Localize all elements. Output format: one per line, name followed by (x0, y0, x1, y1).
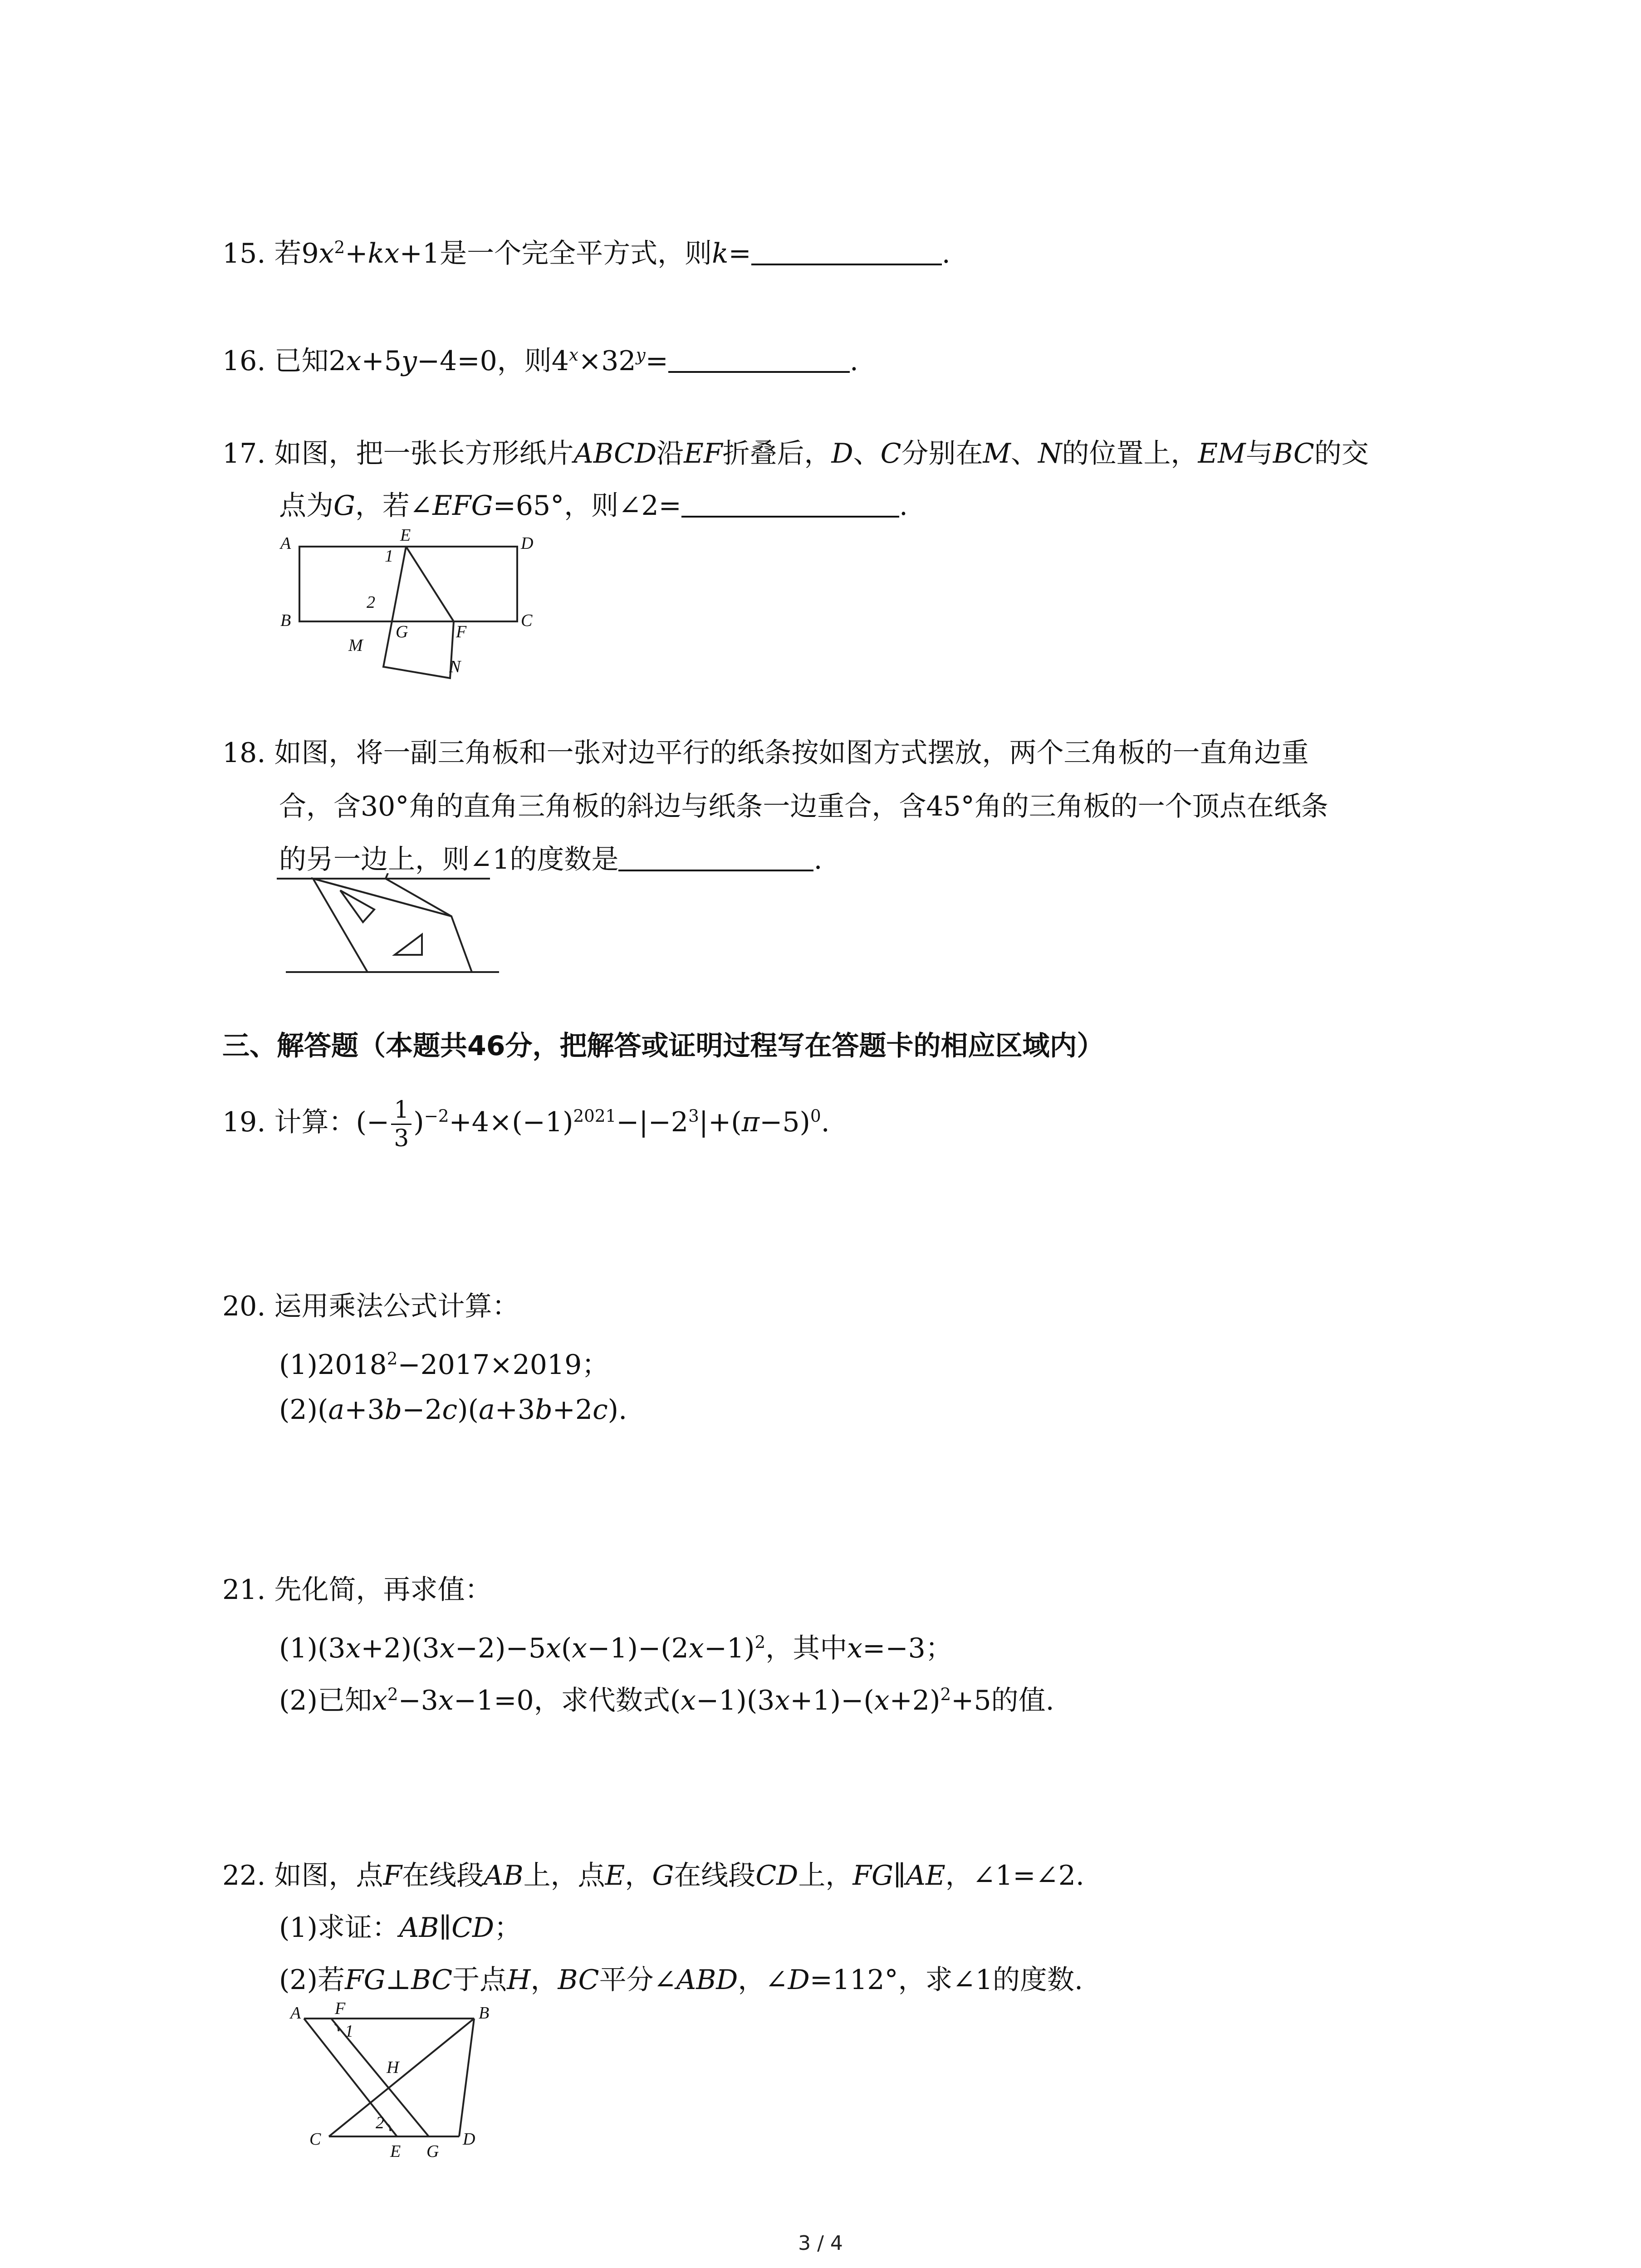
q21-var: x (874, 1685, 890, 1716)
question-21-part2 (279, 1676, 1054, 1719)
q19-exp: −2 (424, 1106, 449, 1126)
q22-var: AB (399, 1912, 439, 1944)
q18-period: . (813, 844, 823, 875)
q21-text: +1)−( (790, 1685, 874, 1716)
q19-period: . (821, 1106, 830, 1138)
q17-text: 折叠后， (722, 438, 832, 469)
q22-var: BC (411, 1964, 453, 1996)
q17-text: 的交 (1314, 438, 1369, 469)
q17-label-n: N (449, 657, 461, 676)
q20-text: −2017×2019； (397, 1349, 609, 1381)
question-21-part1 (279, 1624, 953, 1667)
q18-answer-blank[interactable] (618, 843, 813, 871)
q22-label-g: G (426, 2142, 439, 2161)
question-21-title (222, 1572, 492, 1608)
q18-triangle-45-inner (395, 934, 422, 955)
q15-text: + (345, 238, 368, 269)
q22-var: FG (345, 1964, 386, 1996)
q17-text: 、 (1010, 438, 1038, 469)
q19-text: |+( (699, 1106, 742, 1138)
q16-period: . (849, 345, 858, 377)
question-22-line1 (222, 1857, 1084, 1894)
q20-var: a (478, 1394, 495, 1426)
page-number: 3 / 4 (798, 2232, 843, 2255)
q15-text: = (728, 238, 751, 269)
q22-text: 在线段 (674, 1860, 756, 1892)
q18-triangle-30-inner (340, 890, 374, 922)
question-20-part1 (279, 1340, 609, 1383)
q21-var: x (439, 1633, 455, 1664)
q18-figure-triangle-rulers (277, 873, 504, 978)
q21-var: x (546, 1633, 561, 1664)
q22-text: 平分∠ (599, 1964, 676, 1996)
q16-text: = (645, 345, 668, 377)
q22-label-d: D (463, 2130, 475, 2149)
q22-var: FG (852, 1860, 893, 1892)
q17-var: EF (684, 438, 723, 469)
q16-exp: x (568, 345, 578, 365)
q19-text: 19. 计算：(− (222, 1106, 390, 1138)
q18-text: 合，含30°角的直角三角板的斜边与纸条一边重合，含45°角的三角板的一个顶点在纸条 (279, 791, 1328, 822)
q17-label-g: G (396, 622, 408, 641)
q17-label-b: B (280, 611, 291, 630)
q20-text: )( (457, 1394, 479, 1426)
question-22-part1 (279, 1910, 521, 1946)
question-17-line1 (222, 435, 1369, 472)
q21-text: (1)(3 (279, 1633, 346, 1664)
question-18-line1 (222, 735, 1309, 771)
question-20-part2 (279, 1392, 627, 1428)
q22-text: ∥ (439, 1912, 452, 1944)
q22-text: ∥ (893, 1860, 906, 1892)
q22-text: (2)若 (279, 1964, 345, 1996)
q22-text: 上， (798, 1860, 853, 1892)
q21-exp: 2 (754, 1632, 766, 1652)
q22-text: 在线段 (402, 1860, 484, 1892)
q22-var: H (507, 1964, 531, 1996)
q17-label-angle-2: 2 (367, 593, 375, 612)
q21-text: −1)(3 (696, 1685, 775, 1716)
q21-text: =−3； (862, 1633, 953, 1664)
q19-text: −5) (759, 1106, 810, 1138)
q22-text: ，∠ (738, 1964, 788, 1996)
q15-var-x: x (318, 238, 334, 269)
q17-label-m: M (348, 636, 363, 655)
q17-label-d: D (521, 534, 534, 553)
q17-var: N (1038, 438, 1062, 469)
q17-rectangle-abcd (299, 547, 517, 621)
q17-text: 与 (1245, 438, 1273, 469)
q22-var: G (652, 1860, 674, 1892)
q21-var: x (774, 1685, 790, 1716)
q22-text: ， (625, 1860, 652, 1892)
q21-var: x (438, 1685, 454, 1716)
q22-text: 上，点 (523, 1860, 605, 1892)
q20-var: b (535, 1394, 553, 1426)
q19-denominator: 3 (394, 1124, 409, 1152)
q22-var: BC (558, 1964, 599, 1996)
question-17-line2 (279, 488, 908, 524)
q21-text: 21. 先化简，再求值： (222, 1574, 492, 1606)
q17-period: . (899, 490, 908, 522)
q17-var: BC (1273, 438, 1314, 469)
q20-exp: 2 (387, 1349, 398, 1369)
q17-label-angle-1: 1 (385, 547, 393, 566)
q20-var: b (384, 1394, 402, 1426)
q20-var: a (328, 1394, 345, 1426)
q22-line-bd (459, 2019, 474, 2136)
q19-text: −|−2 (616, 1106, 689, 1138)
q21-var: x (345, 1633, 361, 1664)
q22-text: ，∠1=∠2. (945, 1860, 1084, 1892)
q18-text: 18. 如图，将一副三角板和一张对边平行的纸条按如图方式摆放，两个三角板的一直角边重 (222, 737, 1309, 769)
q22-text: ， (530, 1964, 558, 1996)
question-18-line3 (279, 841, 823, 878)
question-15 (222, 229, 950, 272)
q22-label-angle-1: 1 (345, 2022, 353, 2041)
q17-label-e: E (400, 526, 411, 545)
q21-exp: 2 (940, 1684, 951, 1704)
q16-text: 16. 已知2 (222, 345, 346, 377)
q19-exp: 3 (688, 1106, 699, 1126)
q22-var: D (788, 1964, 810, 1996)
q16-exp: y (636, 345, 646, 365)
q21-var: x (847, 1633, 863, 1664)
q15-answer-blank[interactable] (751, 237, 942, 265)
q21-text: +5的值. (951, 1685, 1054, 1716)
q16-var: y (401, 345, 417, 377)
q22-var: CD (755, 1860, 798, 1892)
q21-var: x (572, 1633, 588, 1664)
q20-var: c (442, 1394, 458, 1426)
q22-text: 22. 如图，点 (222, 1860, 383, 1892)
q22-var: ABD (676, 1964, 738, 1996)
section-3-heading (222, 1028, 1104, 1064)
q17-label-a: A (280, 534, 291, 553)
q21-text: −1)−(2 (587, 1633, 689, 1664)
q22-text: (1)求证： (279, 1912, 399, 1944)
q21-text: +2)(3 (361, 1633, 440, 1664)
q22-label-h: H (387, 2058, 399, 2077)
q22-angle-1-arc (335, 2024, 338, 2031)
q21-var: x (688, 1633, 704, 1664)
q17-text: 的位置上， (1062, 438, 1198, 469)
q22-var: E (605, 1860, 625, 1892)
q21-text: (2)已知 (279, 1685, 372, 1716)
q18-triangle-45 (313, 879, 472, 972)
q16-answer-blank[interactable] (668, 345, 850, 373)
q21-text: −1=0，求代数式( (453, 1685, 681, 1716)
q21-text: ( (561, 1633, 572, 1664)
q16-text: −4=0，则4 (416, 345, 569, 377)
q22-text: ； (494, 1912, 522, 1944)
q21-text: −3 (398, 1685, 438, 1716)
q20-var: c (593, 1394, 608, 1426)
q17-var: D (831, 438, 853, 469)
section-3-title: 三、解答题（本题共46分，把解答或证明过程写在答题卡的相应区域内） (222, 1030, 1104, 1062)
q20-text: (2)( (279, 1394, 328, 1426)
q17-var: C (880, 438, 901, 469)
q20-text: +3 (495, 1394, 535, 1426)
q19-text: +4×(−1) (449, 1106, 573, 1138)
q22-label-angle-2: 2 (376, 2113, 384, 2132)
q20-text: −2 (402, 1394, 442, 1426)
q17-label-f: F (456, 622, 467, 641)
q17-text: =65°，则∠2= (493, 490, 681, 522)
q17-text: 17. 如图，把一张长方形纸片 (222, 438, 574, 469)
question-20-title (222, 1288, 519, 1325)
q20-text: (1)2018 (279, 1349, 387, 1381)
q22-var: CD (451, 1912, 495, 1944)
q17-var: EFG (432, 490, 493, 522)
q17-answer-blank[interactable] (681, 489, 899, 518)
q22-label-f: F (335, 2000, 346, 2018)
q22-text: 于点 (452, 1964, 507, 1996)
q17-text: 、 (853, 438, 881, 469)
question-19: 19. 计算：(− $\frac{1}{3}$ )$^{-2}+4\times(-1)^{2021}-|-2^3|+(\pi-5)^0$. (222, 1096, 830, 1152)
q22-var: AB (484, 1860, 524, 1892)
q15-exp: 2 (334, 237, 345, 257)
q19-fraction (391, 1096, 411, 1152)
question-16 (222, 337, 858, 379)
q20-text: +2 (552, 1394, 593, 1426)
q21-text: +2) (889, 1685, 941, 1716)
q15-text: +1是一个完全平方式，则 (399, 238, 712, 269)
q21-exp: 2 (387, 1684, 398, 1704)
q21-text: −2)−5 (455, 1633, 546, 1664)
q18-text: 的另一边上，则∠1的度数是 (279, 844, 619, 875)
q19-exp: 0 (810, 1106, 821, 1126)
q17-fold-line-ef (406, 547, 454, 621)
q22-text: =112°，求∠1的度数. (809, 1964, 1083, 1996)
q15-period: . (941, 238, 950, 269)
q22-label-e: E (390, 2142, 401, 2161)
q22-var: F (383, 1860, 402, 1892)
q16-text: ×32 (578, 345, 636, 377)
q21-text: ，其中 (765, 1633, 847, 1664)
q22-var: AE (906, 1860, 945, 1892)
q22-angle-2-arc (387, 2124, 390, 2131)
q20-text: ). (607, 1394, 627, 1426)
q16-var: x (346, 345, 362, 377)
q22-label-b: B (479, 2004, 490, 2023)
q22-label-c: C (309, 2130, 321, 2149)
q21-var: x (681, 1685, 696, 1716)
q22-label-a: A (290, 2004, 301, 2023)
q17-var: M (983, 438, 1011, 469)
q15-var-kx: kx (367, 238, 400, 269)
q19-numerator: 1 (391, 1096, 411, 1125)
q19-exp: 2021 (573, 1106, 617, 1126)
q17-var: EM (1198, 438, 1246, 469)
q19-pi: π (741, 1106, 760, 1138)
q22-text: ⊥ (385, 1964, 411, 1996)
question-18-line2 (279, 788, 1328, 825)
q17-label-c: C (521, 611, 533, 630)
q15-text: 15. 若9 (222, 238, 319, 269)
q17-var: G (333, 490, 355, 522)
question-22-part2 (279, 1962, 1083, 1998)
q20-text: +3 (344, 1394, 385, 1426)
q17-text: 分别在 (901, 438, 983, 469)
q17-text: ，若∠ (355, 490, 433, 522)
q17-text: 点为 (279, 490, 333, 522)
q22-figure-parallel-lines (281, 2000, 517, 2164)
q16-text: +5 (361, 345, 402, 377)
q17-text: 沿 (656, 438, 684, 469)
q17-figure-folded-rectangle (272, 522, 544, 689)
q17-var: ABCD (573, 438, 657, 469)
q21-var: x (372, 1685, 387, 1716)
q21-text: −1) (704, 1633, 755, 1664)
q20-text: 20. 运用乘法公式计算： (222, 1290, 519, 1322)
q15-var-k: k (712, 238, 729, 269)
